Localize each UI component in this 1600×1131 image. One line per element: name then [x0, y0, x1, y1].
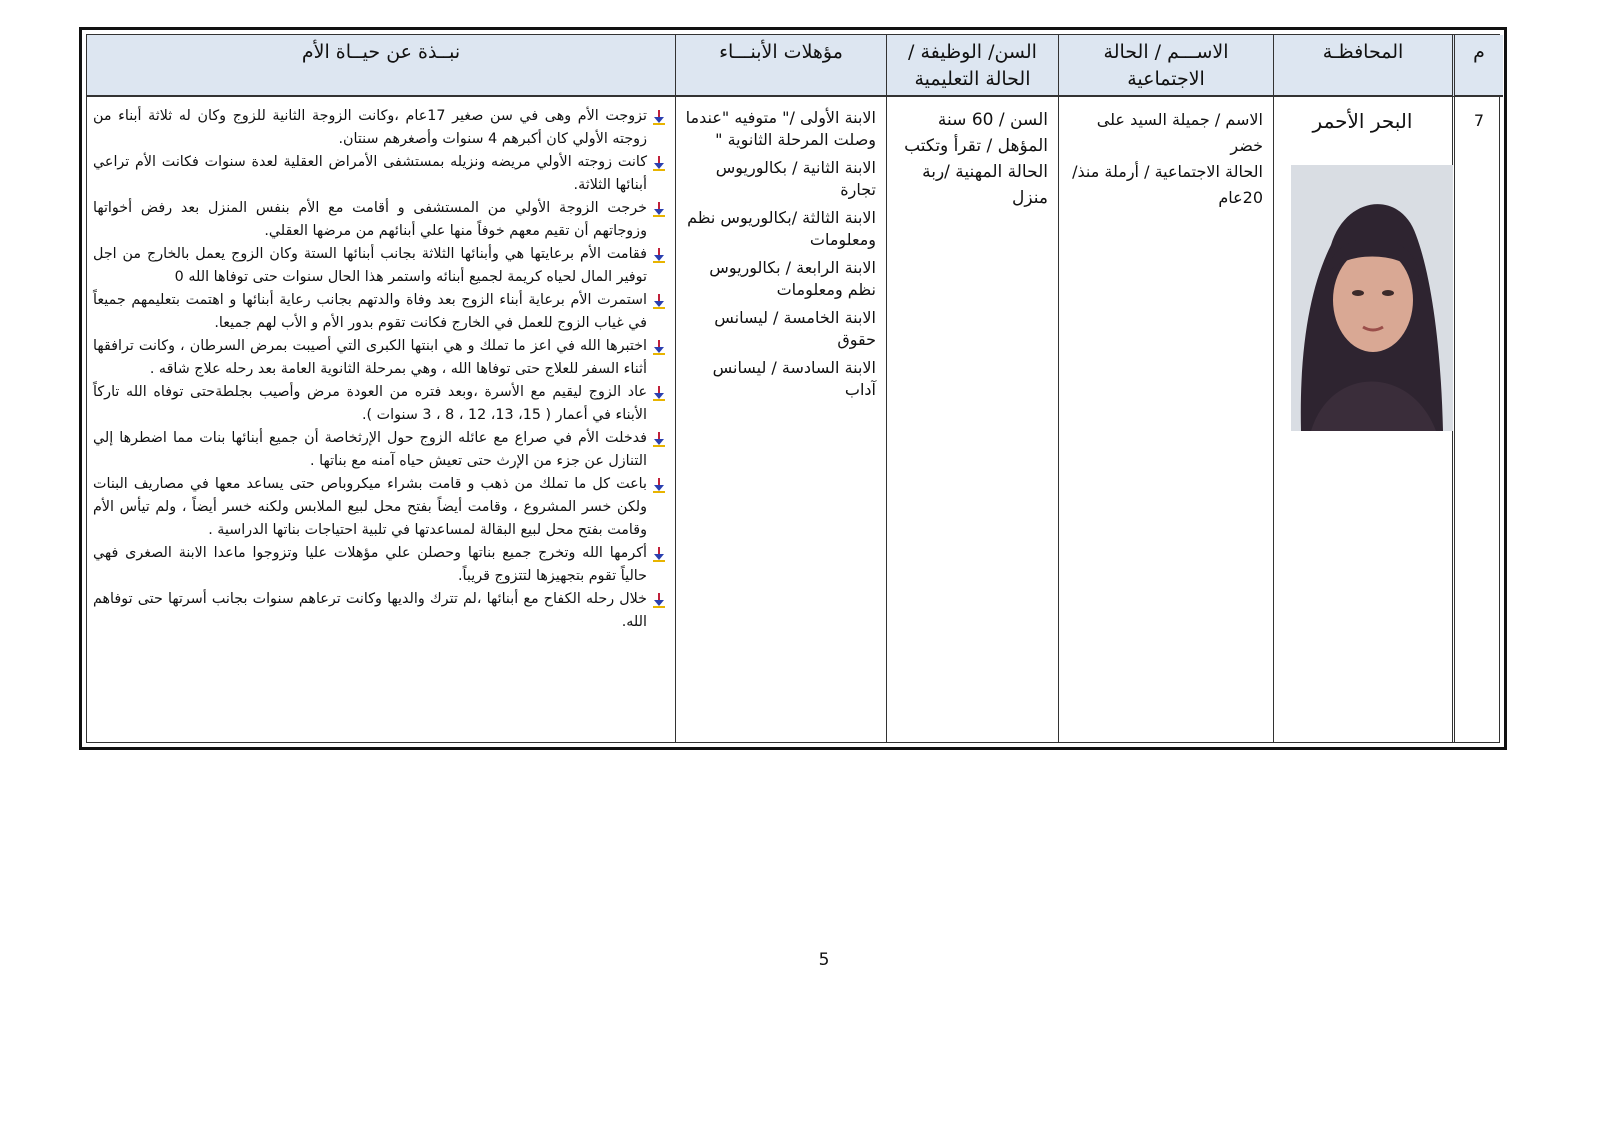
age-job-line: المؤهل / تقرأ وتكتب: [904, 136, 1048, 156]
page-number: 5: [818, 950, 830, 970]
bio-text: باعت كل ما تملك من ذهب و قامت بشراء ميكروباص حتى يساعد معها في مصاريف البنات ولكن خسر المشروع ، وقامت أيضاً بفتح محل لبيع الملابس ولكنه خسر أيضاً ، ولم تيأس الأم وقامت بفتح محل لبيع البقالة لمساعدتها في تلبية احتياجات بناتها الدراسية .: [93, 476, 647, 538]
bio-text: استمرت الأم برعاية أبناء الزوج بعد وفاة والدتهم بجانب رعاية أبنائها و اهتمت بتعليمهم جميعاً في غياب الزوج للعمل في الخارج فكانت تقوم بدور الأم و الأب لهم جميعا.: [93, 292, 647, 331]
bio-text: عاد الزوج ليقيم مع الأسرة ،وبعد فتره من العودة مرض وأصيب بجلطةحتى توفاه الله تاركاً الأبناء في أعمار ( 15، 13، 12 ، 8 ، 3 سنوات ).: [93, 384, 647, 423]
governorate-value: البحر الأحمر: [1312, 109, 1413, 133]
bullet-arrow-icon: [651, 477, 667, 493]
bullet-arrow-icon: [651, 546, 667, 562]
age-job-line: الحالة المهنية /ربة منزل: [922, 162, 1048, 208]
bullet-arrow-icon: [651, 592, 667, 608]
header-children-quals: مؤهلات الأبنـــاء: [675, 35, 886, 97]
bullet-arrow-icon: [651, 109, 667, 125]
bullet-arrow-icon: [651, 385, 667, 401]
age-job-cell: [886, 101, 1058, 742]
bio-bullet-item: [93, 473, 667, 542]
bullet-arrow-icon: [651, 339, 667, 355]
mother-bio-cell: [87, 101, 675, 742]
portrait-image: [1291, 165, 1453, 431]
bio-text: خرجت الزوجة الأولي من المستشفى و أقامت مع الأم بنفس المنزل بعد رفض أخواتها وزوجاتهم أن تقيم معهم خوفاً منها علي أبنائهم من مرضها العقلي.: [93, 200, 647, 239]
bio-bullet-item: [93, 335, 667, 381]
bio-bullet-item: [93, 151, 667, 197]
bullet-arrow-icon: [651, 431, 667, 447]
bio-bullet-item: [93, 243, 667, 289]
child-qualification: الابنة الرابعة / بكالوريوس نظم ومعلومات: [709, 258, 876, 299]
bio-text: كانت زوجته الأولي مريضه ونزيله بمستشفى الأمراض العقلية لعدة سنوات فكانت الأم تراعي أبنائها الثلاثة.: [93, 154, 647, 193]
children-quals-cell: [675, 101, 886, 742]
bio-bullet-item: [93, 289, 667, 335]
bullet-arrow-icon: [651, 155, 667, 171]
header-name-status: الاســـم / الحالة الاجتماعية: [1058, 35, 1273, 97]
age-job-line: السن / 60 سنة: [937, 110, 1048, 130]
child-qualification: الابنة السادسة / ليسانس آداب: [712, 358, 876, 399]
bullet-arrow-icon: [651, 293, 667, 309]
child-qualification: الابنة الأولى /" متوفيه "عندما وصلت المرحلة الثانوية ": [685, 108, 876, 149]
child-qualification: الابنة الثانية / بكالوريوس تجارة: [715, 158, 876, 199]
profile-table: [79, 27, 1507, 750]
header-mother-bio: نبــذة عن حيــاة الأم: [87, 35, 675, 97]
name-status-line: الاسم / جميلة السيد على خضر: [1096, 110, 1263, 155]
name-status-cell: [1058, 101, 1273, 742]
governorate-cell: [1273, 101, 1452, 742]
mother-photo: [1291, 165, 1453, 431]
bullet-arrow-icon: [651, 247, 667, 263]
bio-text: فدخلت الأم في صراع مع عائله الزوج حول الإرثخاصة أن جميع أبنائها بنات مما اضطرها إلي التنازل عن جزء من الإرث حتى تعيش حياه آمنه مع بناتها .: [93, 430, 647, 469]
bio-bullet-item: [93, 197, 667, 243]
bio-bullet-item: [93, 105, 667, 151]
bio-bullet-item: [93, 588, 667, 634]
header-age-job: السن/ الوظيفة / الحالة التعليمية: [886, 35, 1058, 97]
header-governorate: المحافظـة: [1273, 35, 1452, 97]
bio-bullet-item: [93, 381, 667, 427]
bio-text: فقامت الأم برعايتها هي وأبنائها الثلاثة بجانب أبنائها الستة وكان الزوج يعمل بالخارج من اجل توفير المال لحياه كريمة لجميع أبنائه واستمر هذا الحال سنوات حتى توفاها الله 0: [93, 246, 647, 285]
bio-bullet-item: [93, 542, 667, 588]
child-qualification: الابنة الخامسة / ليسانس حقوق: [714, 308, 876, 349]
header-index: م: [1452, 35, 1503, 97]
bio-text: تزوجت الأم وهى في سن صغير 17عام ،وكانت الزوجة الثانية للزوج وكان له ثلاثة أبناء من زوجته الأولي كان أكبرهم 4 سنوات وأصغرهم سنتان.: [93, 108, 648, 147]
bio-text: خلال رحله الكفاح مع أبنائها ،لم تترك والديها وكانت ترعاهم سنوات بجانب أسرتها حتى توفاهم الله.: [93, 591, 647, 630]
bullet-arrow-icon: [651, 201, 667, 217]
bio-text: اختبرها الله في اعز ما تملك و هي ابنتها الكبرى التي أصيبت بمرض السرطان ، وكانت ترافقها أثناء السفر للعلاج حتى توفاها الله ، وهي بمرحلة الثانوية العامة بعد رحله علاج شاقه .: [93, 338, 647, 377]
child-qualification: الابنة الثالثة /بكالوريوس نظم ومعلومات: [687, 208, 876, 249]
table-inner: [86, 34, 1500, 743]
bio-text: أكرمها الله وتخرج جميع بناتها وحصلن علي مؤهلات عليا وتزوجوا ماعدا الابنة الصغرى فهي حالياً تقوم بتجهيزها لتتزوج قريباً.: [93, 545, 647, 584]
name-status-line: الحالة الاجتماعية / أرملة منذ/ 20عام: [1072, 162, 1263, 207]
row-index: 7: [1473, 111, 1485, 130]
bio-bullet-item: [93, 427, 667, 473]
